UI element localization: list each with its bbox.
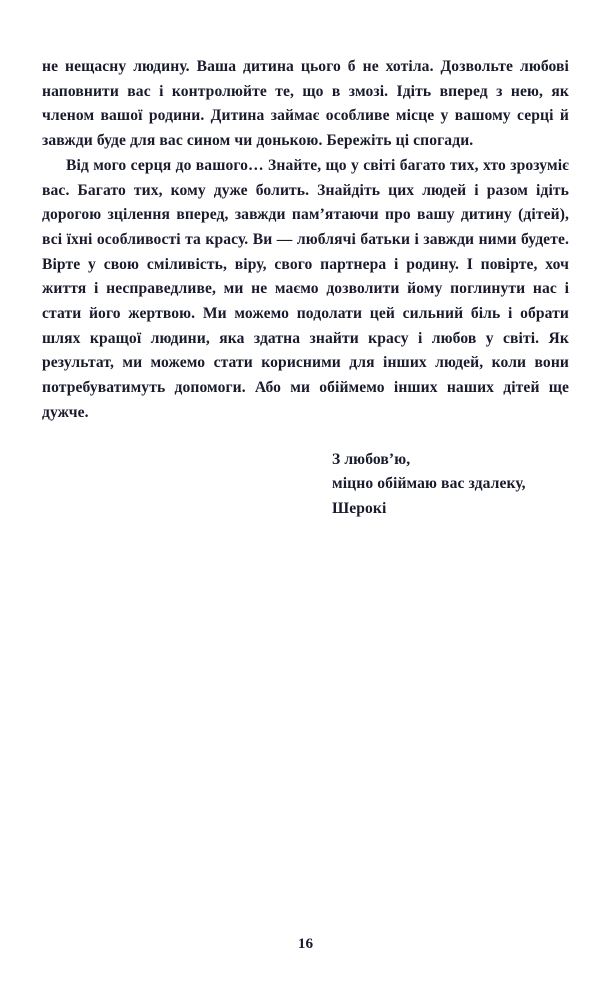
paragraph-continuation: не нещасну людину. Ваша дитина цього б не хотіла. Дозвольте любові наповнити вас і контролюйте те, що в змозі. Ідіть вперед з нею, як членом вашої родини. Дитина займає особливе місце у вашому серці й завжди буде для вас сином чи донькою. Бережіть ці спогади.	[42, 58, 569, 150]
signature-line-1: З любов’ю,	[332, 450, 411, 468]
page-number: 16	[297, 935, 314, 952]
signature-line-2: міцно обіймаю вас здалеку,	[332, 475, 526, 493]
paragraph-closing-message: Від мого серця до вашого… Знайте, що у світі багато тих, хто зрозуміє вас. Багато тих, кому дуже болить. Знайдіть цих людей і разом ідіть дорогою зцілення вперед, завжди пам’ятаючи про вашу дитину (дітей), всі їхні особливості та красу. Ви — люблячі батьки і завжди ними будете. Вірте у свою сміливість, віру, свого партнера і родину. І повірте, хоч життя і несправедливе, ми не маємо дозволити йому поглинути нас і стати його жертвою. Ми можемо подолати цей сильний біль і обрати шлях кращої людини, яка здатна знайти красу і любов у світі. Як результат, ми можемо стати корисними для інших людей, коли вони потребуватимуть допомоги. Або ми обіймемо інших наших дітей ще дужче.	[42, 156, 569, 421]
signature-block	[42, 448, 569, 522]
page-body	[42, 55, 569, 522]
signature-line-3: Шерокі	[332, 499, 387, 517]
